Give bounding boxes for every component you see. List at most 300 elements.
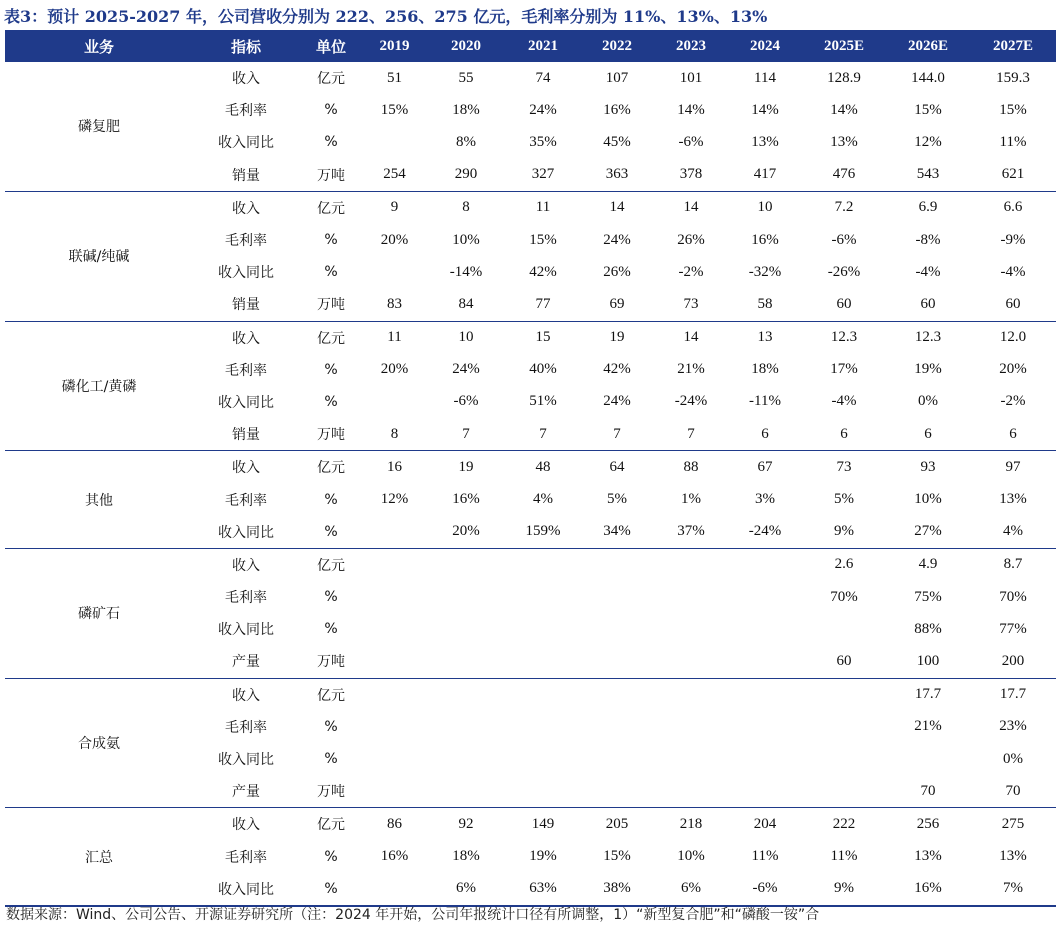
value-cell: 205	[605, 815, 629, 832]
value-cell: 21%	[914, 718, 942, 735]
value-cell	[426, 678, 506, 711]
unit-cell: 亿元	[317, 557, 345, 574]
value-cell	[802, 678, 886, 711]
value-cell: 7%	[970, 873, 1056, 906]
unit-cell: 万吨	[299, 288, 363, 321]
value-cell: 476	[802, 159, 886, 192]
value-cell: 45%	[603, 133, 631, 150]
value-cell: 15%	[529, 231, 557, 248]
unit-cell: %	[324, 718, 338, 735]
value-cell: 35%	[529, 133, 557, 150]
value-cell	[728, 548, 802, 581]
value-cell	[426, 743, 506, 775]
indicator-cell: 收入同比	[218, 394, 274, 411]
unit-cell: %	[324, 102, 338, 119]
value-cell	[580, 613, 654, 645]
value-cell: 0%	[1003, 750, 1023, 767]
value-cell: 14	[683, 329, 699, 346]
value-cell: 9%	[802, 516, 886, 549]
value-cell: 6.6	[1003, 199, 1023, 216]
value-cell: 18%	[751, 361, 779, 378]
value-cell: 378	[654, 159, 728, 192]
unit-cell: %	[324, 491, 338, 508]
unit-cell: %	[324, 848, 338, 865]
indicator-cell: 收入	[232, 817, 260, 834]
unit-cell: %	[299, 516, 363, 549]
indicator-cell: 销量	[193, 159, 299, 192]
value-cell: 69	[580, 288, 654, 321]
value-cell: -6%	[728, 873, 802, 906]
header-cell: 2019	[363, 30, 426, 62]
value-cell: 14%	[751, 101, 779, 118]
value-cell: 15%	[603, 848, 631, 865]
indicator-cell: 产量	[193, 775, 299, 808]
unit-cell: 亿元	[317, 200, 345, 217]
value-cell: 26%	[603, 263, 631, 280]
value-cell: 38%	[580, 873, 654, 906]
unit-cell: 亿元	[317, 330, 345, 347]
value-cell: 11	[387, 329, 402, 346]
value-cell: 88%	[914, 620, 942, 637]
value-cell: 254	[363, 159, 426, 192]
value-cell: 149	[531, 815, 555, 832]
header-cell: 2022	[580, 30, 654, 62]
value-cell	[654, 743, 728, 775]
value-cell	[654, 613, 728, 645]
business-segment: 磷化工/黄磷	[5, 321, 193, 451]
value-cell	[363, 775, 426, 808]
value-cell: 6	[802, 418, 886, 451]
value-cell: 27%	[886, 516, 970, 549]
value-cell: 42%	[529, 263, 557, 280]
value-cell: 3%	[755, 491, 775, 508]
value-cell: 48	[535, 458, 551, 475]
indicator-cell: 收入同比	[218, 265, 274, 282]
value-cell	[363, 613, 426, 645]
value-cell: 4%	[970, 516, 1056, 549]
value-cell	[580, 743, 654, 775]
table-row	[5, 548, 1056, 581]
value-cell: 60	[802, 288, 886, 321]
value-cell: 55	[458, 69, 474, 86]
header-cell: 2020	[426, 30, 506, 62]
value-cell	[363, 645, 426, 678]
value-cell: 92	[458, 815, 474, 832]
value-cell: 60	[886, 288, 970, 321]
indicator-cell: 收入	[232, 330, 260, 347]
value-cell: 9	[390, 199, 399, 216]
indicator-cell: 毛利率	[225, 719, 267, 736]
value-cell: 12%	[914, 133, 942, 150]
value-cell: -2%	[678, 263, 704, 280]
indicator-cell: 收入同比	[218, 622, 274, 639]
indicator-cell: 销量	[193, 418, 299, 451]
value-cell: 15	[535, 329, 551, 346]
value-cell: 6%	[654, 873, 728, 906]
value-cell: 5%	[834, 491, 854, 508]
business-segment: 汇总	[5, 808, 193, 906]
indicator-cell: 收入	[232, 687, 260, 704]
value-cell	[802, 613, 886, 645]
header-cell: 业务	[5, 30, 193, 62]
value-cell	[654, 581, 728, 613]
value-cell: -9%	[1000, 231, 1026, 248]
unit-cell: 亿元	[317, 460, 345, 477]
value-cell: 11%	[830, 848, 858, 865]
unit-cell: %	[324, 621, 338, 638]
value-cell	[728, 678, 802, 711]
value-cell	[580, 645, 654, 678]
value-cell: 1%	[681, 491, 701, 508]
value-cell	[580, 711, 654, 743]
value-cell: 7	[654, 418, 728, 451]
value-cell	[426, 645, 506, 678]
value-cell: 20%	[999, 361, 1027, 378]
value-cell	[580, 678, 654, 711]
value-cell	[506, 743, 580, 775]
header-cell: 指标	[193, 30, 299, 62]
value-cell	[728, 581, 802, 613]
value-cell: 70%	[999, 588, 1027, 605]
unit-cell: 万吨	[299, 775, 363, 808]
value-cell: 6	[728, 418, 802, 451]
value-cell: 4%	[533, 491, 553, 508]
value-cell: 200	[970, 645, 1056, 678]
value-cell: 11%	[751, 848, 779, 865]
value-cell: 17.7	[914, 686, 942, 703]
financial-table	[5, 30, 1056, 907]
indicator-cell: 收入	[232, 460, 260, 477]
value-cell: -4%	[915, 263, 941, 280]
value-cell: 60	[802, 645, 886, 678]
value-cell: 18%	[452, 848, 480, 865]
value-cell: 19%	[529, 848, 557, 865]
value-cell: 6.9	[918, 199, 938, 216]
value-cell: 8%	[456, 133, 476, 150]
value-cell	[728, 775, 802, 808]
header-cell: 2023	[654, 30, 728, 62]
value-cell	[580, 775, 654, 808]
value-cell: 17.7	[999, 686, 1027, 703]
value-cell: 7	[426, 418, 506, 451]
value-cell: 101	[679, 69, 703, 86]
value-cell	[506, 548, 580, 581]
value-cell: 37%	[654, 516, 728, 549]
value-cell: 621	[970, 159, 1056, 192]
value-cell: 13%	[999, 491, 1027, 508]
header-cell: 2024	[728, 30, 802, 62]
value-cell: -24%	[728, 516, 802, 549]
value-cell: 64	[609, 458, 625, 475]
table-row	[5, 451, 1056, 484]
value-cell: 19%	[914, 361, 942, 378]
value-cell	[506, 711, 580, 743]
value-cell	[728, 613, 802, 645]
value-cell: 144.0	[911, 69, 945, 86]
value-cell	[728, 743, 802, 775]
value-cell	[426, 711, 506, 743]
value-cell: 88	[683, 458, 699, 475]
value-cell: 15%	[999, 101, 1027, 118]
value-cell: 12.3	[830, 329, 858, 346]
value-cell: 21%	[677, 361, 705, 378]
table-row	[5, 808, 1056, 841]
value-cell	[886, 743, 970, 775]
value-cell: 75%	[914, 588, 942, 605]
unit-cell: 亿元	[317, 71, 345, 88]
value-cell: -8%	[915, 231, 941, 248]
value-cell	[363, 678, 426, 711]
value-cell: 159.3	[996, 69, 1030, 86]
value-cell	[506, 775, 580, 808]
value-cell: 19	[609, 329, 625, 346]
value-cell: 24%	[529, 101, 557, 118]
indicator-cell: 毛利率	[225, 849, 267, 866]
table-row	[5, 321, 1056, 354]
value-cell: 15%	[380, 101, 409, 118]
table-body	[5, 62, 1056, 906]
value-cell: 16%	[751, 231, 779, 248]
value-cell: 222	[832, 815, 856, 832]
value-cell: 12%	[380, 491, 409, 508]
value-cell: 12.3	[914, 329, 942, 346]
value-cell	[654, 678, 728, 711]
value-cell: 13%	[999, 848, 1027, 865]
value-cell: 40%	[529, 361, 557, 378]
value-cell	[426, 548, 506, 581]
value-cell: 7.2	[834, 199, 854, 216]
value-cell: 7	[580, 418, 654, 451]
unit-cell: %	[324, 232, 338, 249]
value-cell: 16%	[380, 848, 409, 865]
value-cell: 93	[920, 458, 936, 475]
value-cell	[363, 126, 426, 158]
value-cell	[580, 581, 654, 613]
value-cell: 58	[728, 288, 802, 321]
value-cell: 18%	[452, 101, 480, 118]
value-cell: 77%	[999, 620, 1027, 637]
indicator-cell: 销量	[193, 288, 299, 321]
value-cell: 70	[886, 775, 970, 808]
value-cell: 6%	[426, 873, 506, 906]
unit-cell: %	[324, 361, 338, 378]
value-cell	[506, 581, 580, 613]
value-cell: 10	[757, 199, 773, 216]
value-cell: 13%	[914, 848, 942, 865]
value-cell: 327	[506, 159, 580, 192]
value-cell: 83	[363, 288, 426, 321]
value-cell: 10%	[452, 231, 480, 248]
business-segment: 联碱/纯碱	[5, 191, 193, 321]
value-cell	[363, 873, 426, 906]
value-cell: 63%	[506, 873, 580, 906]
value-cell: 11	[535, 199, 551, 216]
value-cell: -32%	[748, 263, 782, 280]
value-cell: -4%	[1000, 263, 1026, 280]
value-cell: 13%	[830, 133, 858, 150]
value-cell: 13	[757, 329, 773, 346]
value-cell: -6%	[678, 133, 704, 150]
indicator-cell: 毛利率	[225, 492, 267, 509]
value-cell	[363, 743, 426, 775]
value-cell: 16%	[603, 101, 631, 118]
value-cell: 218	[679, 815, 703, 832]
value-cell: 204	[753, 815, 777, 832]
value-cell	[426, 775, 506, 808]
value-cell: 51%	[529, 393, 557, 410]
indicator-cell: 收入同比	[218, 752, 274, 769]
value-cell: 26%	[677, 231, 705, 248]
indicator-cell: 毛利率	[225, 362, 267, 379]
value-cell: -6%	[453, 393, 479, 410]
value-cell: 10%	[677, 848, 705, 865]
business-segment: 磷矿石	[5, 548, 193, 678]
value-cell	[426, 613, 506, 645]
value-cell: 73	[836, 458, 852, 475]
value-cell: 16%	[452, 491, 480, 508]
value-cell: -24%	[674, 393, 708, 410]
value-cell: 256	[916, 815, 940, 832]
value-cell	[363, 548, 426, 581]
value-cell: 16	[387, 458, 402, 475]
value-cell: 16%	[886, 873, 970, 906]
business-segment: 磷复肥	[5, 62, 193, 191]
value-cell: 363	[580, 159, 654, 192]
value-cell: 73	[654, 288, 728, 321]
value-cell: 67	[757, 458, 773, 475]
value-cell	[802, 775, 886, 808]
unit-cell: %	[324, 751, 338, 768]
value-cell: -6%	[831, 231, 857, 248]
unit-cell: 万吨	[299, 645, 363, 678]
value-cell: 34%	[580, 516, 654, 549]
value-cell: 84	[426, 288, 506, 321]
value-cell: -14%	[449, 263, 483, 280]
value-cell: 77	[506, 288, 580, 321]
value-cell: 14%	[677, 101, 705, 118]
value-cell: 100	[886, 645, 970, 678]
indicator-cell: 收入	[232, 71, 260, 88]
value-cell: 23%	[999, 718, 1027, 735]
unit-cell: %	[324, 264, 338, 281]
unit-cell: %	[324, 589, 338, 606]
value-cell: 275	[1001, 815, 1025, 832]
value-cell: 14	[683, 199, 699, 216]
value-cell: 14	[609, 199, 625, 216]
value-cell: 9%	[802, 873, 886, 906]
value-cell	[506, 613, 580, 645]
value-cell: 543	[886, 159, 970, 192]
value-cell: 17%	[830, 361, 858, 378]
value-cell: 7	[506, 418, 580, 451]
value-cell: 114	[754, 69, 776, 86]
indicator-cell: 收入同比	[193, 516, 299, 549]
value-cell	[363, 516, 426, 549]
indicator-cell: 收入同比	[193, 873, 299, 906]
table-row	[5, 62, 1056, 94]
value-cell: 8	[462, 199, 470, 216]
header-cell: 单位	[299, 30, 363, 62]
indicator-cell: 产量	[193, 645, 299, 678]
value-cell	[363, 711, 426, 743]
value-cell: 0%	[918, 393, 938, 410]
header-cell: 2026E	[886, 30, 970, 62]
header-cell: 2027E	[970, 30, 1056, 62]
value-cell	[363, 256, 426, 288]
value-cell: -4%	[831, 393, 857, 410]
value-cell: 10%	[914, 491, 942, 508]
value-cell	[426, 581, 506, 613]
header-cell: 2025E	[802, 30, 886, 62]
value-cell: 107	[605, 69, 629, 86]
value-cell: 15%	[914, 101, 942, 118]
value-cell: 51	[387, 69, 402, 86]
value-cell	[363, 581, 426, 613]
value-cell	[802, 743, 886, 775]
value-cell: 42%	[603, 361, 631, 378]
table-row	[5, 191, 1056, 224]
value-cell: 19	[458, 458, 474, 475]
unit-cell: 万吨	[299, 418, 363, 451]
value-cell: 14%	[830, 101, 858, 118]
value-cell: 70%	[830, 588, 858, 605]
value-cell: 20%	[380, 361, 409, 378]
value-cell: 24%	[603, 231, 631, 248]
header-cell: 2021	[506, 30, 580, 62]
indicator-cell: 收入同比	[218, 135, 274, 152]
unit-cell: %	[324, 134, 338, 151]
header-row	[5, 30, 1056, 62]
unit-cell: 亿元	[317, 817, 345, 834]
indicator-cell: 毛利率	[225, 233, 267, 250]
value-cell	[728, 711, 802, 743]
value-cell: 4.9	[918, 556, 938, 573]
table-title: 表3：预计 2025-2027 年，公司营收分别为 222、256、275 亿元，毛利率分别为 11%、13%、13%	[4, 7, 768, 26]
value-cell	[363, 386, 426, 418]
value-cell	[654, 548, 728, 581]
value-cell: 128.9	[827, 69, 861, 86]
value-cell: 417	[728, 159, 802, 192]
business-segment: 合成氨	[5, 678, 193, 808]
value-cell	[506, 678, 580, 711]
unit-cell: 万吨	[299, 159, 363, 192]
value-cell: 2.6	[834, 556, 854, 573]
value-cell: 74	[535, 69, 551, 86]
indicator-cell: 毛利率	[225, 590, 267, 607]
value-cell: 24%	[603, 393, 631, 410]
value-cell: 290	[426, 159, 506, 192]
value-cell: 6	[886, 418, 970, 451]
value-cell: 24%	[452, 361, 480, 378]
value-cell: 6	[970, 418, 1056, 451]
value-cell: 12.0	[999, 329, 1027, 346]
value-cell: 10	[458, 329, 474, 346]
value-cell: 8	[363, 418, 426, 451]
value-cell: 70	[970, 775, 1056, 808]
value-cell: 86	[387, 815, 402, 832]
indicator-cell: 毛利率	[225, 103, 267, 120]
table-row	[5, 678, 1056, 711]
value-cell	[506, 645, 580, 678]
value-cell: -26%	[827, 263, 861, 280]
value-cell: 11%	[999, 133, 1027, 150]
business-segment: 其他	[5, 451, 193, 549]
value-cell	[654, 711, 728, 743]
source-note: 数据来源：Wind、公司公告、开源证券研究所（注：2024 年开始，公司年报统计口径有所调整，1）“新型复合肥”和“磷酸一铵”合	[6, 907, 820, 923]
value-cell	[728, 645, 802, 678]
indicator-cell: 收入	[232, 557, 260, 574]
unit-cell: %	[324, 393, 338, 410]
